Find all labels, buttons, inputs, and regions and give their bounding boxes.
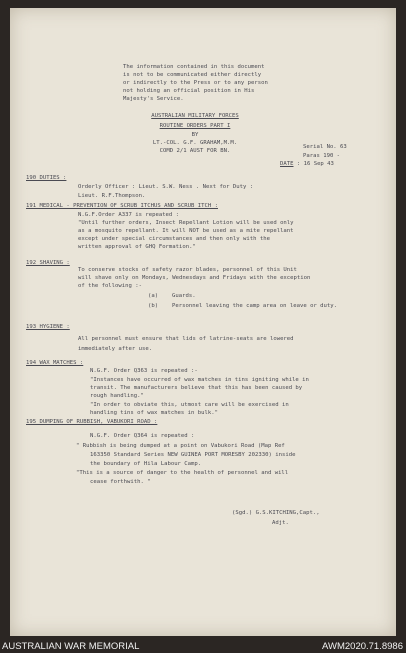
by-label: BY [191, 132, 199, 138]
notice-line: The information contained in this document [123, 64, 265, 70]
para-heading: 190 DUTIES : [26, 175, 67, 181]
notice-line: or indirectly to the Press or to any person [123, 80, 268, 86]
para-line: "In order to obviate this, utmost care will be exercised in [90, 402, 289, 408]
notice-line: is not to be communicated either directly [123, 72, 262, 78]
para-heading: 195 DUMPING OF RUBBISH, VABUKORI ROAD : [26, 419, 158, 425]
notice-line: Majesty's Service. [123, 96, 184, 102]
para-line: "Until further orders, Insect Repellant Lotion will be used only [78, 220, 294, 226]
document-page [10, 8, 396, 636]
list-item-label: (b) [148, 303, 159, 309]
para-line: transit. The manufacturers believe that this has been caused by [90, 385, 303, 391]
commanding-officer: LT.-COL. G.F. GRAHAM,M.M. [152, 140, 238, 146]
para-line: except under special circumstances and then only with the [78, 236, 270, 242]
list-item-text: Guards. [172, 293, 196, 299]
orders-title: ROUTINE ORDERS PART I [159, 123, 231, 129]
para-heading: 194 WAX MATCHES : [26, 360, 84, 366]
date-line [280, 161, 334, 168]
para-line: as a mosquito repellant. It will NOT be used as a mite repellant [78, 228, 294, 234]
signature-line: (Sgd.) G.S.KITCHING,Capt., [232, 510, 320, 516]
org-heading: AUSTRALIAN MILITARY FORCES [151, 113, 239, 119]
para-line: the boundary of Hila Labour Camp. [90, 461, 202, 467]
date-label: DATE [280, 161, 294, 167]
archive-footer [0, 638, 406, 653]
para-line: written approval of GHQ Formation." [78, 244, 196, 250]
para-line: "This is a source of danger to the health of personnel and will [76, 470, 289, 476]
paras-range: Paras 190 - [303, 153, 341, 159]
date-value: : 16 Sep 43 [296, 161, 334, 167]
archive-id: AWM2020.71.8986 [322, 641, 403, 652]
para-line: handling tins of wax matches in bulk." [90, 410, 218, 416]
command-unit: COMD 2/1 AUST FOR BN. [159, 148, 231, 154]
para-line: rough handling." [90, 393, 144, 399]
para-line: " Rubbish is being dumped at a point on Vabukori Road (Map Ref [76, 443, 285, 449]
para-line: Orderly Officer : Lieut. S.W. Ness . Next for Duty : [78, 184, 254, 190]
para-line: N.G.F. Order Q363 is repeated :- [90, 368, 198, 374]
para-line: "Instances have occurred of wax matches in tins igniting while in [90, 377, 309, 383]
para-line: will shave only on Mondays, Wednesdays and Fridays with the exception [78, 275, 311, 281]
list-item-label: (a) [148, 293, 159, 299]
para-line: 163350 Standard Series NEW GUINEA PORT MORESBY 202330) inside [90, 452, 296, 458]
serial-number: Serial No. 63 [303, 144, 347, 150]
para-line: cease forthwith. " [90, 479, 151, 485]
para-line: All personnel must ensure that lids of latrine-seats are lowered [78, 336, 294, 342]
para-heading: 191 MEDICAL - PREVENTION OF SCRUB ITCHUS AND SCRUB ITCH : [26, 203, 218, 209]
para-line: N.G.F.Order A337 is repeated : [78, 212, 180, 218]
notice-line: not holding an official position in His [123, 88, 255, 94]
para-line: immediately after use. [78, 346, 153, 352]
signature-title: Adjt. [272, 520, 289, 526]
para-line: Lieut. R.F.Thompson. [78, 193, 146, 199]
para-heading: 193 HYGIENE : [26, 324, 70, 330]
para-line: N.G.F. Order Q364 is repeated : [90, 433, 195, 439]
list-item-text: Personnel leaving the camp area on leave or duty. [172, 303, 338, 309]
archive-name: AUSTRALIAN WAR MEMORIAL [2, 641, 140, 652]
para-heading: 192 SHAVING : [26, 260, 70, 266]
para-line: To conserve stocks of safety razor blades, personnel of this Unit [78, 267, 297, 273]
para-line: of the following :- [78, 283, 142, 289]
